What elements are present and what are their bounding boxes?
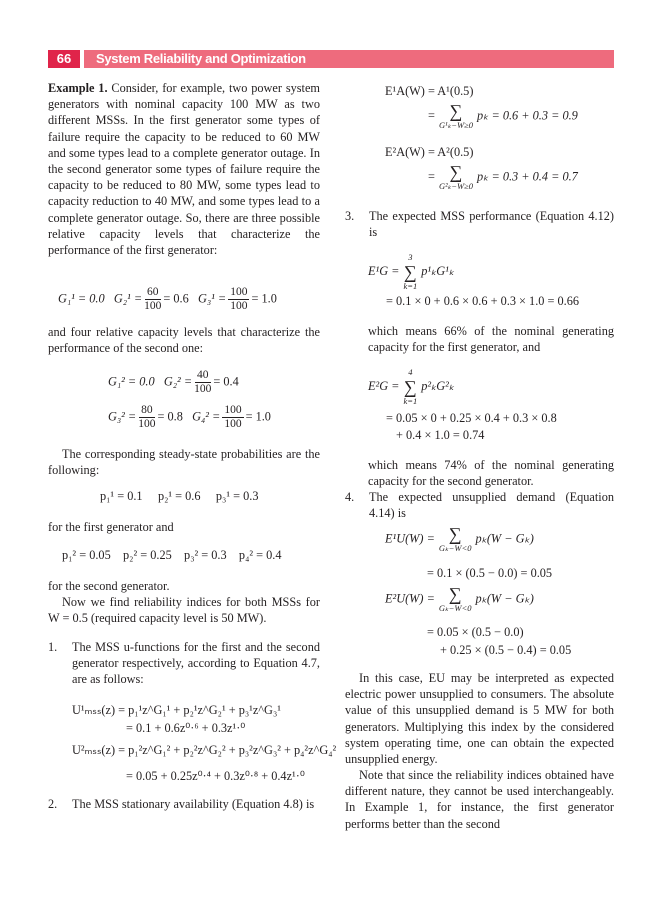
paragraph-text: Consider, for example, two power system generators with nominal capacity 100 MW as two different MSSs. In the first generator some types of failure require the capacity to be reduced to 60 MW and some types lead to a complete generator outage. In the second generator some types of failure require the capacity to be reduced to 80 MW, some types lead to capacity reduction to 40 MW, and some types lead to a complete generator outage. So, there are three possible relative capacity levels that characterize the performance of the first generator: — [48, 81, 320, 258]
paragraph: for the first generator and — [48, 520, 174, 534]
example-paragraph — [48, 80, 320, 258]
equation-p1: p₁¹ = 0.1 p₂¹ = 0.6 p₃¹ = 0.3 — [100, 489, 259, 503]
equation-p2: p₁² = 0.05 p₂² = 0.25 p₃² = 0.3 p₄² = 0.4 — [62, 548, 282, 562]
paragraph: which means 74% of the nominal generating capacity for the second generator. — [368, 458, 614, 489]
equation-eg2-cont: = 0.05 × 0 + 0.25 × 0.4 + 0.3 × 0.8 — [386, 411, 557, 425]
paragraph: The corresponding steady-state probabilities are the following: — [48, 447, 320, 478]
equation-u2: U²ₘₛₛ(z) = p₁²z^G₁² + p₂²z^G₂² + p₃²z^G₃² + p₄²z^G₄² — [72, 743, 337, 757]
equation-ea2-sum: = ∑ G²ₖ−W≥0 pₖ = 0.3 + 0.4 = 0.7 — [428, 162, 578, 191]
equation-ea1-sum: = ∑ G¹ₖ−W≥0 pₖ = 0.6 + 0.3 = 0.9 — [428, 101, 578, 130]
equation-eu2: E²U(W) = ∑ Gₖ−W<0 pₖ(W − Gₖ) — [385, 584, 534, 613]
paragraph: In this case, EU may be interpreted as expected electric power unsupplied to consumers. The absolute value of this unsupplied demand is 5 MW for both generators. Multiplying this index by the considered system operating time, one can obtain the expected unsupplied energy. — [345, 671, 614, 767]
paragraph: Note that since the reliability indices obtained have different nature, they cannot be used interchangeably. In Example 1, for instance, the first generator performs better than the second — [345, 768, 614, 831]
equation-eu1: E¹U(W) = ∑ Gₖ−W<0 pₖ(W − Gₖ) — [385, 524, 534, 553]
equation-g2b: G₃² = $\frac{80}{100}$ = 0.8 G₄² = $\frac{100}{100}$ = 1.0 — [108, 404, 271, 430]
equation-g2a: G₁² = 0.0 G₂² = $\frac{40}{100}$ = 0.4 — [108, 369, 239, 395]
equation-eg2-cont2: + 0.4 × 1.0 = 0.74 — [396, 428, 485, 442]
paragraph: which means 66% of the nominal generating capacity for the first generator, and — [368, 324, 614, 355]
paragraph: and four relative capacity levels that characterize the performance of the second one: — [48, 325, 320, 356]
equation-eu2-cont2: + 0.25 × (0.5 − 0.4) = 0.05 — [440, 643, 572, 657]
equation-g1: G₁¹ = 0.0 G₂¹ = $\frac{60}{100}$ = 0.6 G₃¹ = $\frac{100}{100}$ = 1.0 — [58, 286, 277, 312]
list-item-3: 3. The expected MSS performance (Equation 4.12) is — [345, 209, 614, 240]
equation-u1-cont: = 0.1 + 0.6z⁰·⁶ + 0.3z¹·⁰ — [126, 721, 246, 735]
equation-eg1-cont: = 0.1 × 0 + 0.6 × 0.6 + 0.3 × 1.0 = 0.66 — [386, 294, 580, 308]
equation-ea2: E²A(W) = A²(0.5) — [385, 145, 474, 159]
list-item-1: 1. The MSS u-functions for the first and the second generator respectively, according to Equation 4.7, are as follows: — [48, 640, 320, 687]
list-item-4: 4. The expected unsupplied demand (Equation 4.14) is — [345, 490, 614, 521]
equation-eu2-cont: = 0.05 × (0.5 − 0.0) — [427, 625, 524, 639]
equation-eg1: E¹G = 3 ∑ k=1 p¹ₖG¹ₖ — [368, 252, 455, 291]
equation-ea1: E¹A(W) = A¹(0.5) — [385, 84, 474, 98]
running-title: System Reliability and Optimization — [84, 50, 614, 68]
equation-eu1-cont: = 0.1 × (0.5 − 0.0) = 0.05 — [427, 566, 553, 580]
equation-u2-cont: = 0.05 + 0.25z⁰·⁴ + 0.3z⁰·⁸ + 0.4z¹·⁰ — [126, 769, 305, 783]
equation-u1: U¹ₘₛₛ(z) = p₁¹z^G₁¹ + p₂¹z^G₂¹ + p₃¹z^G₃¹ — [72, 703, 281, 717]
page-number: 66 — [48, 50, 80, 68]
paragraph: for the second generator. — [48, 579, 170, 593]
equation-eg2: E²G = 4 ∑ k=1 p²ₖG²ₖ — [368, 367, 455, 406]
example-label: Example 1. — [48, 81, 108, 95]
running-header — [48, 50, 614, 68]
list-item-2: 2. The MSS stationary availability (Equation 4.8) is — [48, 797, 315, 811]
paragraph: Now we find reliability indices for both MSSs for W = 0.5 (required capacity level is 50 MW). — [48, 595, 320, 626]
